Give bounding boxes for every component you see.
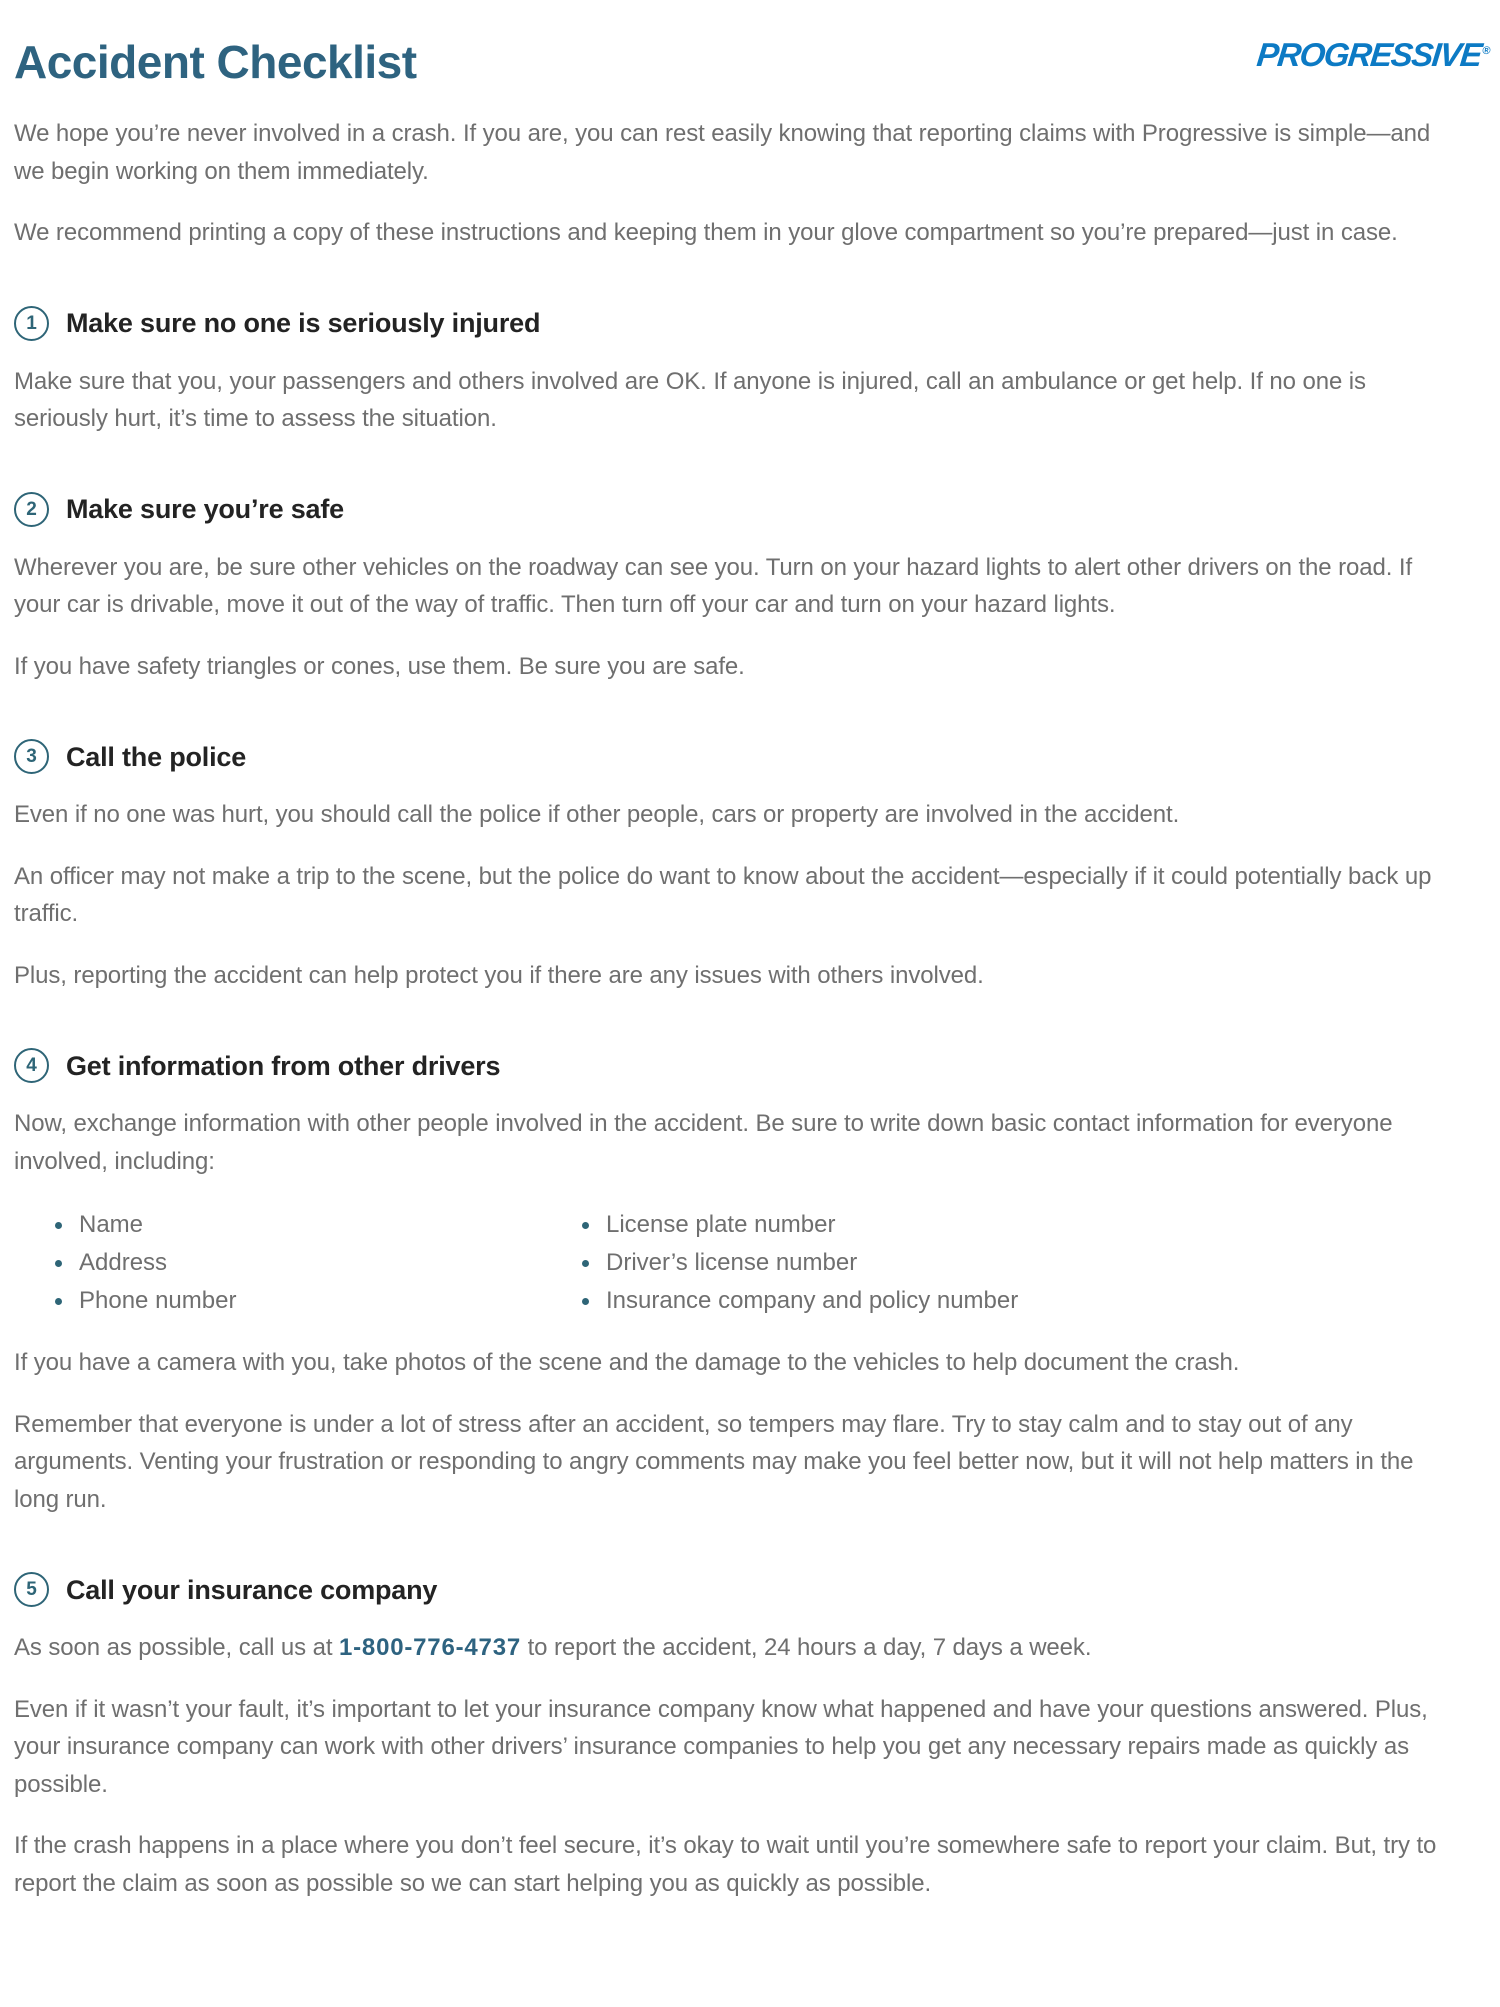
section-heading-4 xyxy=(14,1048,1458,1083)
section-title: Call the police xyxy=(66,741,247,772)
section-number-badge: 4 xyxy=(14,1048,49,1083)
section-paragraph: Remember that everyone is under a lot of stress after an accident, so tempers may flare. Try to stay calm and to stay out of any arguments. Venting your frustration or responding to angry comments may make you feel better now, but it will not help matters in the long run. xyxy=(14,1410,1414,1513)
section-paragraph: Wherever you are, be sure other vehicles on the roadway can see you. Turn on your hazard lights to alert other drivers on the road. If your car is drivable, move it out of the way of traffic. Then turn off your car and turn on your hazard lights. xyxy=(14,553,1413,618)
section-paragraph: Even if no one was hurt, you should call the police if other people, cars or property are involved in the accident. xyxy=(14,801,1180,828)
phone-paragraph-intro: As soon as possible, call us at xyxy=(14,1634,339,1661)
page-title: Accident Checklist xyxy=(14,36,417,88)
section-number-badge: 2 xyxy=(14,492,49,527)
accident-checklist-document xyxy=(0,36,1500,1902)
intro-paragraph: We hope you’re never involved in a crash. If you are, you can rest easily knowing that reporting claims with Progressive is simple—and we begin working on them immediately. xyxy=(14,120,1431,185)
list-item xyxy=(582,1282,1018,1320)
list-item-label: Driver’s license number xyxy=(606,1249,858,1276)
bullet-icon xyxy=(582,1298,589,1305)
section-number-badge: 1 xyxy=(14,306,49,341)
list-item-label: Phone number xyxy=(79,1287,237,1314)
section-title: Call your insurance company xyxy=(66,1574,438,1605)
contact-info-bullet-list xyxy=(14,1206,1458,1320)
list-item-label: Name xyxy=(79,1211,144,1238)
list-item-label: License plate number xyxy=(606,1211,836,1238)
bullet-icon xyxy=(582,1222,589,1229)
list-item xyxy=(582,1206,1018,1244)
bullet-column-right xyxy=(582,1206,1018,1320)
bullet-icon xyxy=(55,1298,62,1305)
section-title: Get information from other drivers xyxy=(66,1050,501,1081)
section-heading-2 xyxy=(14,492,1458,527)
section-heading-5 xyxy=(14,1572,1458,1607)
section-paragraph: If you have a camera with you, take photos of the scene and the damage to the vehicles to help document the crash. xyxy=(14,1349,1240,1376)
section-paragraph: Make sure that you, your passengers and others involved are OK. If anyone is injured, call an ambulance or get help. If no one is seriously hurt, it’s time to assess the situation. xyxy=(14,367,1366,432)
section-paragraph: Plus, reporting the accident can help protect you if there are any issues with others involved. xyxy=(14,961,984,989)
section-number-badge: 3 xyxy=(14,739,49,774)
section-number-badge: 5 xyxy=(14,1572,49,1607)
phone-link[interactable]: 1-800-776-4737 xyxy=(338,1634,521,1661)
list-item-label: Insurance company and policy number xyxy=(606,1287,1019,1314)
bullet-column-left xyxy=(14,1206,582,1320)
section-title: Make sure no one is seriously injured xyxy=(66,308,541,338)
progressive-logo xyxy=(1255,36,1492,74)
section-paragraph: If the crash happens in a place where you don’t feel secure, it’s okay to wait until you’re somewhere safe to report your claim. But, try to report the claim as soon as possible so we can start helping you as quickly as possible. xyxy=(14,1832,1437,1897)
bullet-icon xyxy=(582,1260,589,1267)
section-paragraph: If you have safety triangles or cones, use them. Be sure you are safe. xyxy=(14,652,745,680)
list-item xyxy=(55,1282,582,1320)
progressive-logo-text: PROGRESSIVE xyxy=(1255,36,1483,73)
list-item-label: Address xyxy=(79,1249,168,1276)
section-title: Make sure you’re safe xyxy=(66,494,344,524)
list-item xyxy=(55,1206,582,1244)
phone-paragraph xyxy=(14,1629,1439,1667)
section-paragraph: An officer may not make a trip to the scene, but the police do want to know about the accident—especially if it could potentially back up traffic. xyxy=(14,862,1432,927)
section-heading-3 xyxy=(14,739,1458,774)
phone-paragraph-rest: to report the accident, 24 hours a day, 7 days a week. xyxy=(521,1634,1092,1661)
intro-paragraph: We recommend printing a copy of these instructions and keeping them in your glove compartment so you’re prepared—just in case. xyxy=(14,219,1398,246)
section-heading-1 xyxy=(14,306,1458,341)
list-item xyxy=(582,1244,1018,1282)
bullet-icon xyxy=(55,1260,62,1267)
registered-trademark-icon: ® xyxy=(1481,45,1492,57)
bullet-icon xyxy=(55,1222,62,1229)
section-paragraph: Now, exchange information with other people involved in the accident. Be sure to write down basic contact information for everyone involved, including: xyxy=(14,1110,1393,1175)
list-item xyxy=(55,1244,582,1282)
section-paragraph: Even if it wasn’t your fault, it’s important to let your insurance company know what happened and have your questions answered. Plus, your insurance company can work with other drivers’ insurance companies to help you get any necessary repairs made as quickly as possible. xyxy=(14,1695,1428,1798)
